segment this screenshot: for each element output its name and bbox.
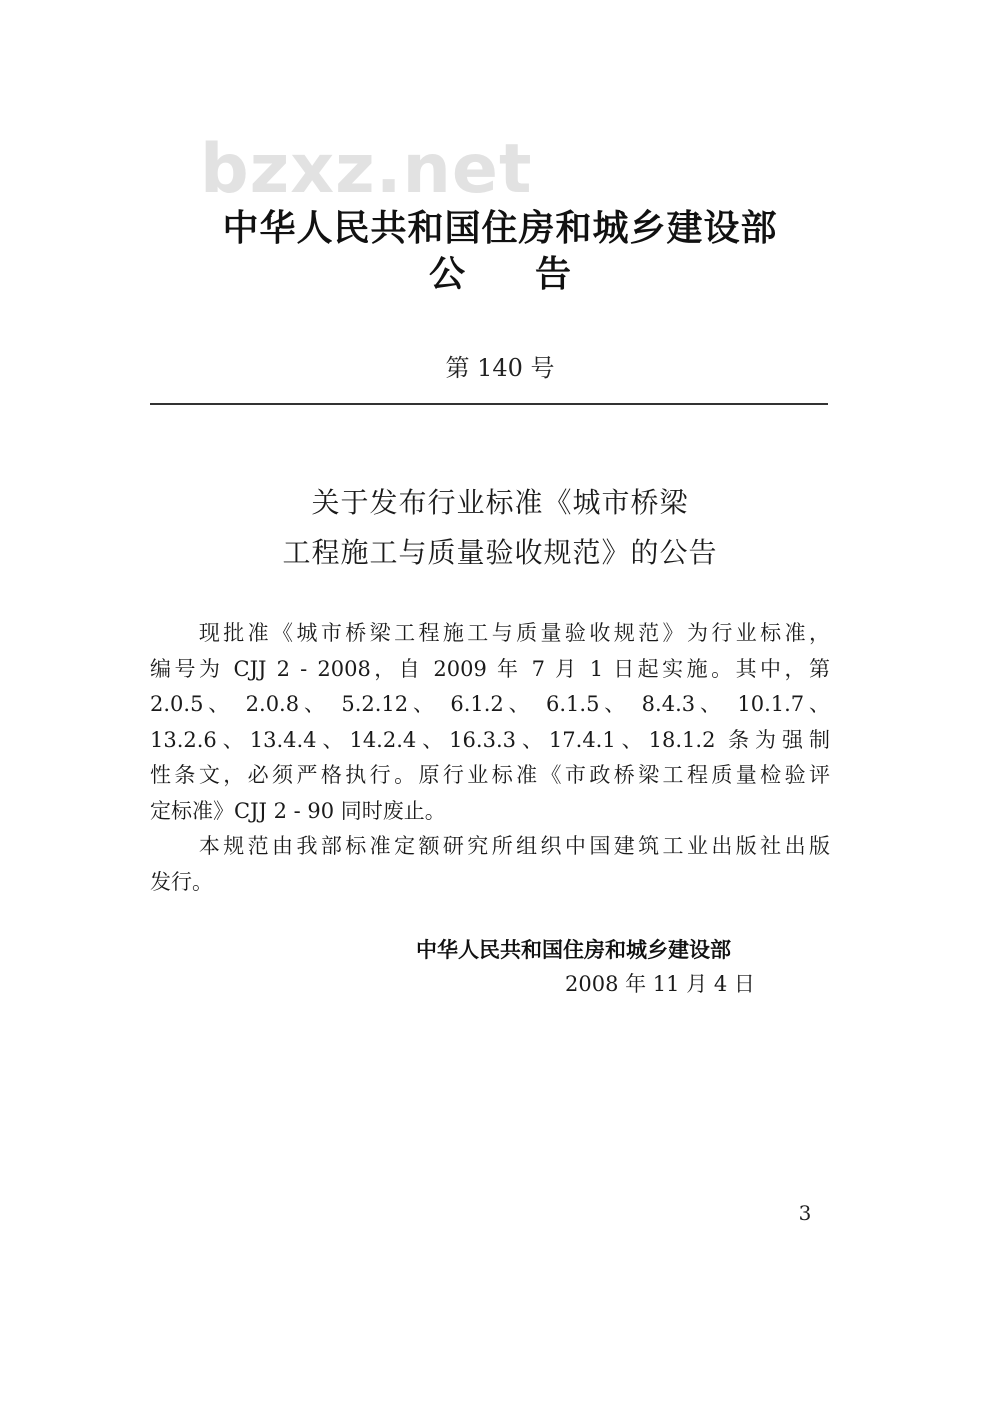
watermark-text: bzxz.net: [200, 130, 533, 209]
notice-subject: [0, 478, 1000, 578]
signature-date: 2008 年 11 月 4 日: [565, 972, 755, 996]
body-line: 2.0.5、 2.0.8、 5.2.12、 6.1.2、 6.1.5、 8.4.3、 10.1.7、: [150, 692, 830, 716]
page-number: 3: [798, 1201, 812, 1225]
body-line: 本规范由我部标准定额研究所组织中国建筑工业出版社出版: [150, 834, 830, 858]
body-line: 13.2.6、13.4.4、14.2.4、16.3.3、17.4.1、18.1.2 条为强制: [150, 727, 830, 752]
notice-subject-line-2: 工程施工与质量验收规范》的公告: [282, 536, 718, 569]
body-line: 定标准》CJJ 2 - 90 同时废止。: [150, 798, 446, 823]
notice-subject-line-1: 关于发布行业标准《城市桥梁: [311, 486, 689, 519]
ministry-title: 中华人民共和国住房和城乡建设部: [222, 208, 778, 249]
body-line: 性条文，必须严格执行。原行业标准《市政桥梁工程质量检验评: [150, 763, 830, 787]
signature-organization: 中华人民共和国住房和城乡建设部: [416, 938, 731, 962]
body-line: 现批准《城市桥梁工程施工与质量验收规范》为行业标准，: [150, 621, 830, 645]
header-divider: [150, 403, 828, 405]
notice-number: 第 140 号: [445, 354, 555, 382]
notice-body: [150, 616, 830, 900]
body-line: 编号为 CJJ 2 - 2008，自 2009 年 7 月 1 日起实施。其中，第: [150, 656, 830, 681]
announcement-heading: 公告: [428, 254, 641, 295]
body-line: 发行。: [150, 869, 213, 894]
